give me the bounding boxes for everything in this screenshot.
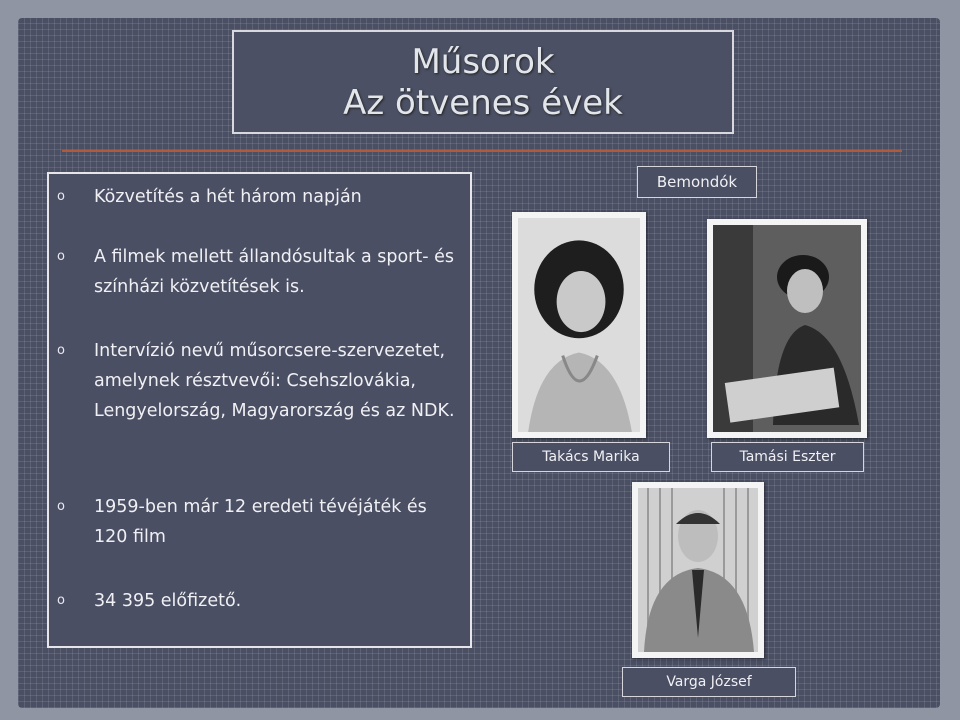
announcers-label: Bemondók bbox=[637, 166, 757, 198]
portrait-image bbox=[713, 225, 861, 432]
bullet-marker: o bbox=[57, 189, 65, 204]
person-label-2: Tamási Eszter bbox=[711, 442, 864, 472]
bullet-list-box bbox=[47, 172, 472, 648]
person-label-1: Takács Marika bbox=[512, 442, 670, 472]
slide-subtitle: Az ötvenes évek bbox=[343, 83, 623, 123]
portrait-photo bbox=[632, 482, 764, 658]
portrait-photo bbox=[707, 219, 867, 438]
bullet-text: 34 395 előfizető. bbox=[94, 591, 242, 611]
bullet-text: A filmek mellett állandósultak a sport- és színházi közvetítések is. bbox=[94, 247, 454, 297]
person-label-3: Varga József bbox=[622, 667, 796, 697]
bullet-text: 1959-ben már 12 eredeti tévéjáték és 120 film bbox=[94, 497, 427, 547]
bullet-marker: o bbox=[57, 499, 65, 514]
divider-line bbox=[62, 150, 902, 152]
bullet-text: Közvetítés a hét három napján bbox=[94, 187, 362, 207]
bullet-marker: o bbox=[57, 593, 65, 608]
portrait-image bbox=[638, 488, 758, 652]
portrait-photo bbox=[512, 212, 646, 438]
title-box bbox=[232, 30, 734, 134]
portrait-image bbox=[518, 218, 640, 432]
slide-title: Műsorok bbox=[411, 42, 555, 82]
bullet-text: Intervízió nevű műsorcsere-szervezetet, amelynek résztvevői: Csehszlovákia, Lengyelország, Magyarország és az NDK. bbox=[94, 341, 455, 421]
bullet-marker: o bbox=[57, 249, 65, 264]
bullet-marker: o bbox=[57, 343, 65, 358]
